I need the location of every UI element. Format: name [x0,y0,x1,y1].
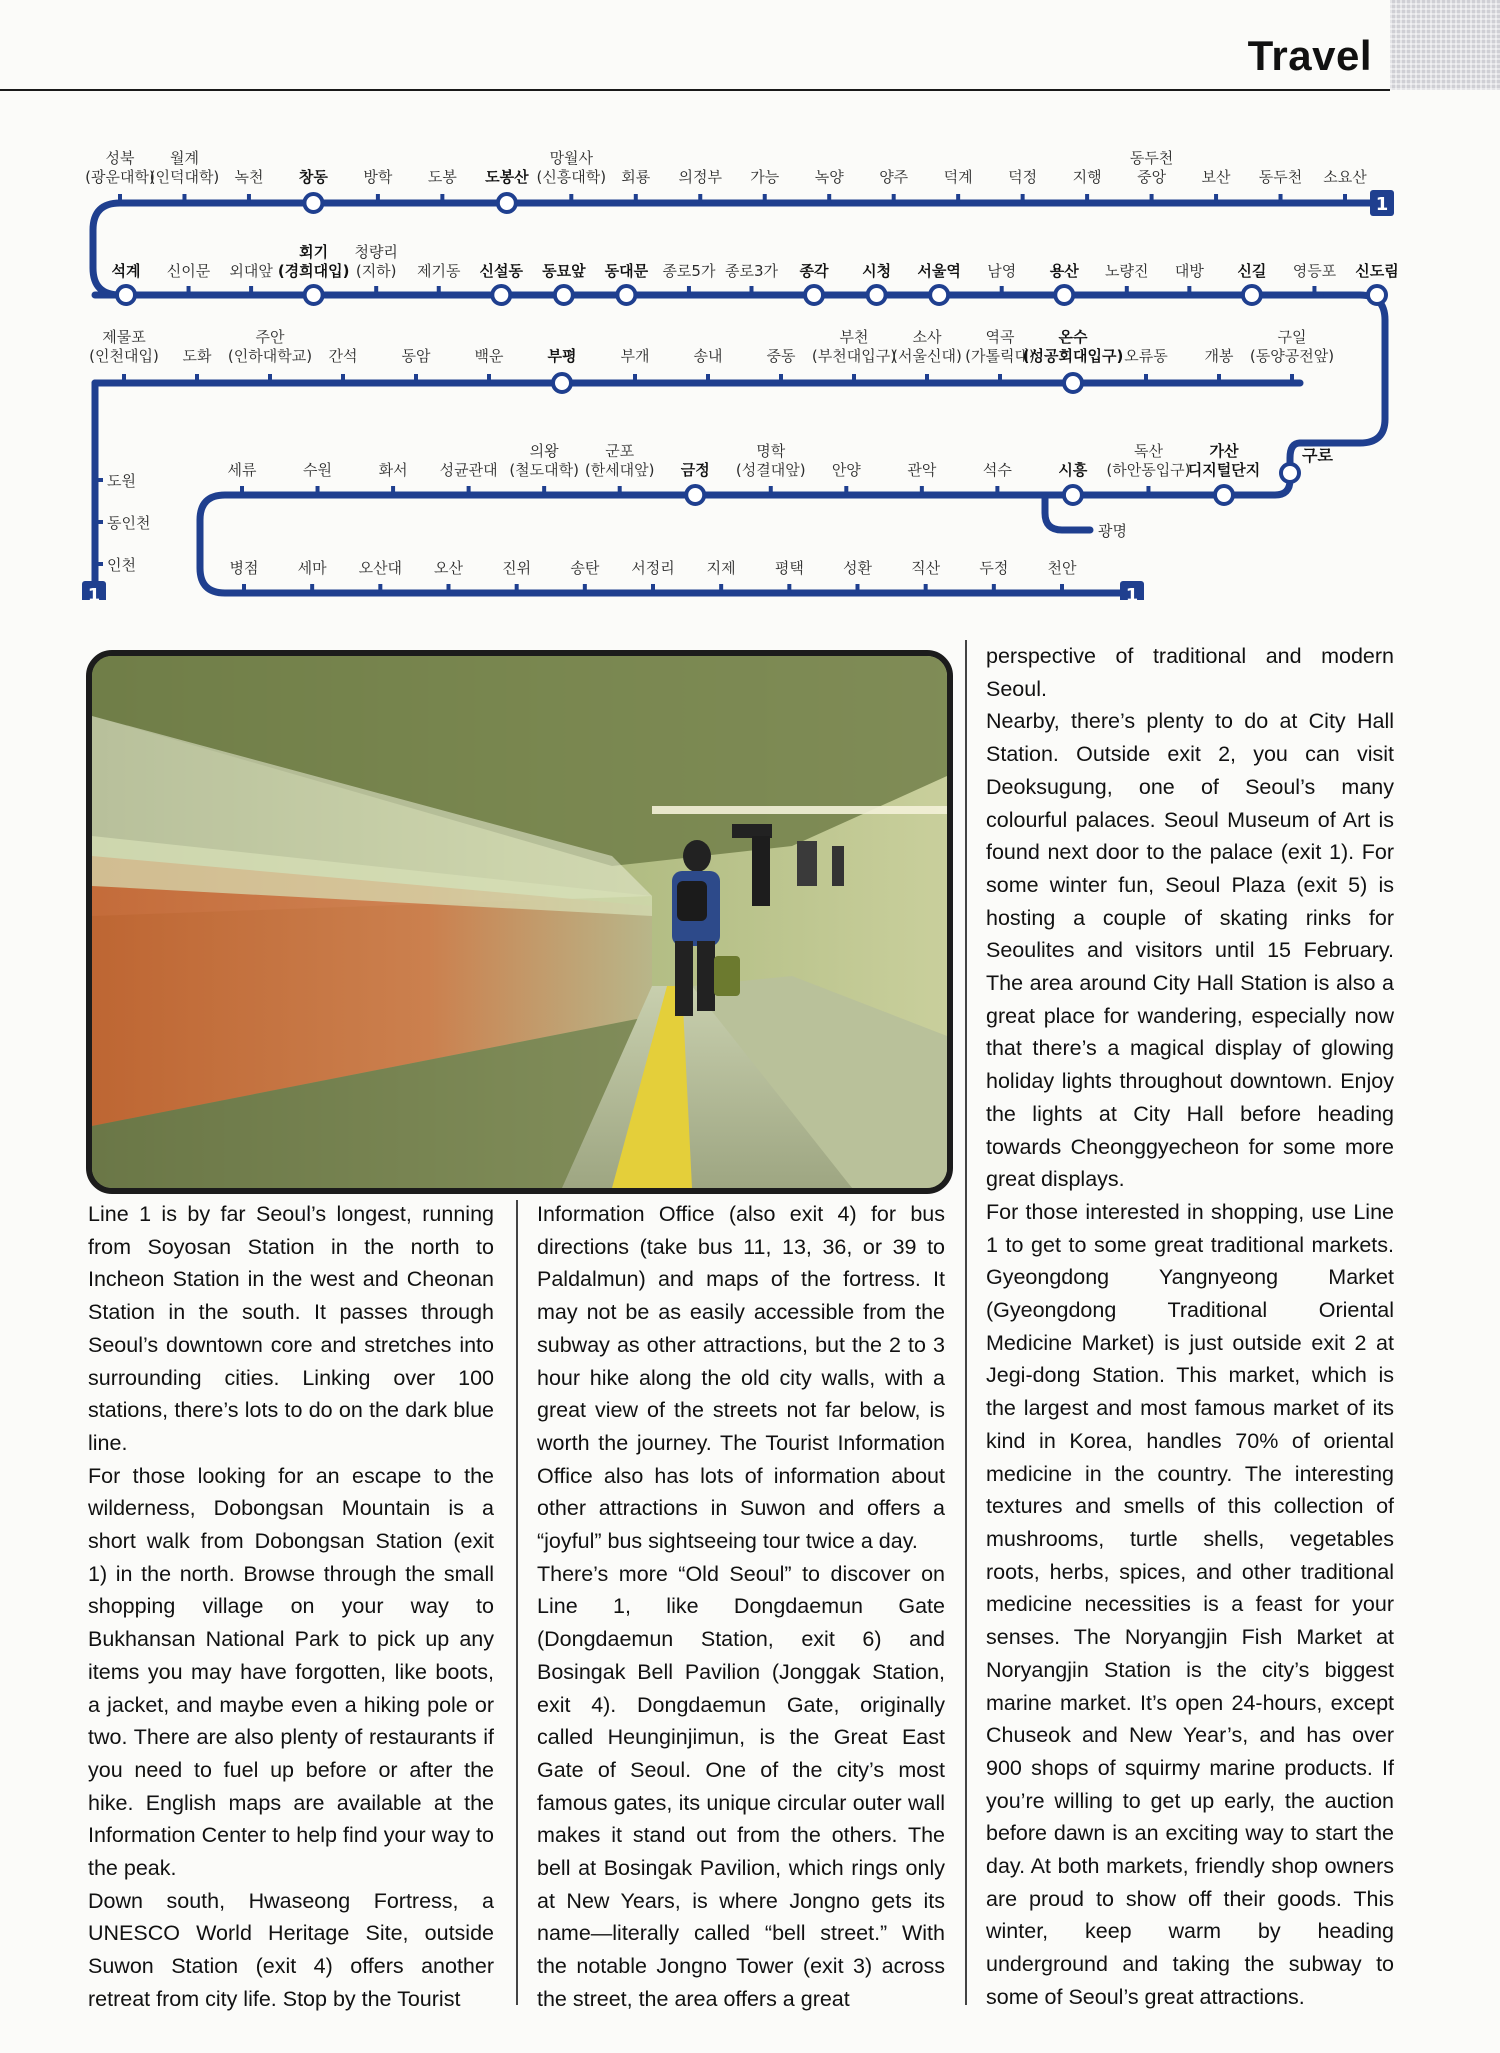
station-tick [247,194,251,203]
header-corner-pattern [1390,0,1500,90]
transfer-station-marker [1368,286,1386,304]
station-label: 온수 [1058,328,1088,346]
subway-line1-map [0,140,1500,600]
transfer-station-marker [1064,486,1082,504]
transfer-station-marker [686,486,704,504]
station-tick [341,374,345,383]
station-label: (서울신대) [892,347,962,365]
transfer-station-marker [553,374,571,392]
station-label: 화서 [378,461,408,479]
photo-illustration [92,656,947,1188]
station-label: 녹천 [234,168,264,186]
station-label: 노량진 [1105,262,1149,280]
station-label: 동암 [401,347,431,365]
station-label: (동양공전앞) [1249,347,1335,365]
station-tick [618,486,622,495]
station-label: 디지털단지 [1187,461,1261,479]
station-tick [268,374,272,383]
station-tick [924,584,928,593]
station-label: 중동 [766,347,796,365]
station-tick [1312,286,1316,295]
station-tick [487,374,491,383]
station-label: 독산 [1133,442,1163,460]
station-tick [1146,486,1150,495]
station-label: 제기동 [417,262,461,280]
station-label: 용산 [1049,262,1079,280]
station-label: 녹양 [814,168,844,186]
station-tick [787,584,791,593]
article-column-1 [88,1198,494,2016]
station-tick [118,194,122,203]
station-label: 동두천 [1129,149,1174,167]
paragraph: Line 1 is by far Seoul’s longest, running from Soyosan Station in the north to Incheon Station in the west and Cheonan Station in the south. It passes through Seoul’s downtown core and stretches into surrounding cities. Linking over 100 stations, there’s lots to do on the dark blue line. [88,1202,494,1455]
station-tick [1021,194,1025,203]
track-upper [93,203,1385,443]
station-tick [633,374,637,383]
station-label: 덕계 [943,168,973,186]
station-tick [187,286,191,295]
transfer-station-marker [492,286,510,304]
station-label: 종로3가 [724,262,779,280]
station-label: 천안 [1047,559,1077,577]
transfer-station-marker [1055,286,1073,304]
station-label: (한세대앞) [584,461,655,479]
station-label: 성균관대 [439,461,498,479]
station-label: 평택 [774,559,804,577]
station-tick [719,584,723,593]
station-tick [998,374,1002,383]
station-tick [1060,584,1064,593]
station-label: 청량리 [354,243,398,261]
station-label: 군포 [605,442,635,460]
column-rule [516,1200,518,2005]
station-tick [249,286,253,295]
transfer-station-marker [555,286,573,304]
station-tick [316,486,320,495]
station-label: 도봉 [427,168,457,186]
transfer-station-marker [305,286,323,304]
transfer-station-marker [617,286,635,304]
station-tick [892,194,896,203]
station-label: 신설동 [479,262,524,280]
station-label: 부개 [620,347,650,365]
station-label: 시흥 [1058,461,1088,479]
transfer-station-marker [1243,286,1261,304]
station-label: 지행 [1072,168,1102,186]
station-label: (부천대입구) [811,347,897,365]
station-label: 월계 [169,149,199,167]
station-tick [687,286,691,295]
station-tick [992,584,996,593]
station-tick [242,584,246,593]
station-label: 서정리 [631,559,675,577]
station-tick [447,584,451,593]
station-label: (하안동입구) [1106,461,1191,479]
station-tick [95,478,103,482]
station-label: 방학 [363,168,393,186]
article-column-3 [986,640,1394,2014]
station-label: 송탄 [570,559,600,577]
subway-platform-photo [86,650,953,1194]
paragraph: perspective of traditional and modern Seoul. [986,644,1394,701]
station-tick [1000,286,1004,295]
station-label: 인천 [107,556,136,574]
station-label: (신흥대학) [536,168,607,186]
station-tick [779,374,783,383]
station-label: 오류동 [1124,347,1168,365]
station-label: 두정 [979,559,1009,577]
station-label: 동인천 [107,514,151,532]
header-rule [0,89,1390,91]
station-label: 개봉 [1204,347,1234,365]
station-label: 간석 [328,347,358,365]
station-tick [1217,374,1221,383]
station-label: 양주 [879,168,909,186]
station-label: 오산대 [358,559,403,577]
station-tick [515,584,519,593]
station-tick [414,374,418,383]
transfer-station-marker [930,286,948,304]
station-tick [920,486,924,495]
page-header [0,0,1500,92]
transfer-station-marker [868,286,886,304]
station-label: 직산 [911,559,941,577]
station-label: 오산 [434,559,463,577]
article-column-2 [537,1198,945,2016]
station-tick [925,374,929,383]
station-label: 석수 [982,461,1012,479]
transfer-station-marker [304,194,322,212]
station-label: (인하대학교) [227,347,313,365]
line-1-badge-label: 1 [1125,585,1139,600]
station-label: 관악 [907,461,937,479]
station-tick [195,374,199,383]
station-tick [122,374,126,383]
station-tick [852,374,856,383]
station-tick [698,194,702,203]
station-label: 역곡 [985,328,1015,346]
station-label: 세마 [297,559,327,577]
station-label: 가능 [750,168,780,186]
section-title: Travel [1247,32,1372,79]
station-label: 수원 [303,461,333,479]
station-tick [1085,194,1089,203]
station-label-guro: 구로 [1302,446,1333,465]
paragraph: Nearby, there’s plenty to do at City Hall Station. Outside exit 2, you can visit Deoksugung, one of Seoul’s many colourful palaces. Seoul Museum of Art is found next door to the palace (exit 1). For some winter fun, Seoul Plaza (exit 5) is hosting a couple of skating rinks for Seoulites and visitors until 15 February. The area around City Hall Station is also a great place for wandering, especially now that there’s a magical display of glowing holiday lights throughout downtown. Enjoy the lights at City Hall before heading towards Cheonggyecheon for some more great displays. [986,709,1394,1192]
transfer-station-marker [117,286,135,304]
station-label: 서울역 [917,262,961,280]
station-label: 안양 [831,461,861,479]
station-tick [391,486,395,495]
station-tick [467,486,471,495]
station-label: (경희대입) [277,262,350,280]
station-tick [769,486,773,495]
line-1-badge-label: 1 [87,585,101,600]
station-label: (철도대학) [509,461,579,479]
station-label: 병점 [229,559,259,577]
station-tick [956,194,960,203]
station-label: 신길 [1237,262,1267,280]
station-label: (인덕대학) [149,168,220,186]
station-tick [1125,286,1129,295]
station-tick [583,584,587,593]
transfer-station-marker [805,286,823,304]
transfer-station-marker [1281,464,1299,482]
station-label: (인천대입) [89,347,159,365]
transfer-station-marker [1215,486,1233,504]
map-labels [85,149,1399,577]
station-label: 창동 [298,168,328,186]
station-tick [1279,194,1283,203]
station-label: 덕정 [1008,168,1038,186]
station-tick [634,194,638,203]
station-tick [437,286,441,295]
station-label: 회기 [299,243,329,261]
station-label: 동묘앞 [542,262,586,280]
station-label: (가톨릭대) [965,347,1035,365]
line-1-badge-label: 1 [1375,194,1389,215]
station-tick [95,520,103,524]
station-label: 회룡 [621,168,651,186]
station-label: 종로5가 [662,262,716,280]
station-tick [1144,374,1148,383]
station-tick [1150,194,1154,203]
station-tick [856,584,860,593]
station-tick [310,584,314,593]
paragraph: Information Office (also exit 4) for bus directions (take bus 11, 13, 36, or 39 to Paldalmun) and maps of the fortress. It may not be as easily accessible from the subway as other attractions, but the 2 to 3 hour hike along the old city walls, with a great view of the streets not far below, is worth the journey. The Tourist Information Office also has lots of information about other attractions in Suwon and offers a “joyful” bus sightseeing tour twice a day. [537,1202,945,1554]
station-tick [750,286,754,295]
map-ticks [95,194,1347,593]
station-label: 중앙 [1137,168,1167,186]
station-tick [651,584,655,593]
station-tick [182,194,186,203]
station-label: (성공회대입구) [1022,347,1124,365]
station-label: 의정부 [678,168,723,186]
station-label: 동대문 [604,262,649,280]
paragraph: For those looking for an escape to the wilderness, Dobongsan Mountain is a short walk from Dobongsan Station (exit 1) in the north. Browse through the small shopping village on your way to Bukhansan National Park to pick up any items you may have forgotten, like boots, a jacket, and maybe even a hiking pole or two. There are also plenty of restaurants if you need to fuel up before or after the hike. English maps are available at the Information Center to help find your way to the peak. [88,1463,494,1881]
station-label: 도봉산 [485,168,529,186]
station-label: 송내 [693,347,723,365]
station-tick [569,194,573,203]
station-tick [1214,194,1218,203]
station-tick [378,584,382,593]
station-tick [844,486,848,495]
station-label: 성환 [843,559,872,577]
station-tick [1343,194,1347,203]
station-label: (지하) [355,262,397,280]
station-label: 명학 [756,442,786,460]
station-label: 외대앞 [229,262,273,280]
station-label: (광운대학) [85,168,155,186]
station-label: 백운 [474,347,504,365]
station-label: 망월사 [549,149,594,167]
station-label: 구일 [1277,328,1307,346]
station-label: 시청 [862,262,892,280]
station-tick [1290,374,1294,383]
station-label: 신이문 [166,262,211,280]
station-tick [542,486,546,495]
station-label: (성결대앞) [735,461,806,479]
station-label: 주안 [255,328,285,346]
paragraph: Down south, Hwaseong Fortress, a UNESCO World Heritage Site, outside Suwon Station (exit 4) offers another retreat from city life. Stop by the Tourist [88,1888,494,2011]
column-rule [965,640,967,2005]
transfer-station-marker [1064,374,1082,392]
station-label: 종각 [799,262,829,280]
station-label: 보산 [1201,168,1231,186]
station-tick [1187,286,1191,295]
station-tick [374,286,378,295]
station-label: 신도림 [1355,262,1399,280]
station-label: 소요산 [1323,168,1367,186]
station-label: 동두천 [1258,168,1303,186]
station-tick [240,486,244,495]
station-label: 대방 [1174,262,1204,280]
station-tick [440,194,444,203]
station-label: 석계 [111,262,141,280]
station-tick [763,194,767,203]
station-label: 가산 [1209,442,1239,460]
station-tick [827,194,831,203]
paragraph: For those interested in shopping, use Line 1 to get to some great traditional markets. Gyeongdong Yangnyeong Market (Gyeongdong Traditional Oriental Medicine Market) is just outside exit 2 at Jegi-dong Station. This market, which is the largest and most famous market of its kind in Korea, handles 70% of oriental medicine in the country. The interesting textures and smells of this collection of mushrooms, turtle shells, vegetables roots, herbs, spices, and other traditional medicine necessities is a feast for your senses. The Noryangjin Fish Market at Noryangjin Station is the city’s biggest marine market. It’s open 24-hours, except Chuseok and New Year’s, and has over 900 shops of squirmy marine products. If you’re willing to get up early, the auction before dawn is an exciting way to start the day. At both markets, friendly shop owners are proud to show off their goods. This winter, keep warm by heading underground and taking the subway to some of Seoul’s great attractions. [986,1199,1394,2009]
station-label: 세류 [227,461,257,479]
station-tick [995,486,999,495]
station-label: 부천 [839,328,869,346]
station-label: 남영 [987,262,1017,280]
station-tick [95,562,103,566]
station-tick [376,194,380,203]
station-label: 제물포 [102,328,146,346]
station-label: 지제 [706,559,736,577]
station-label: 부평 [547,347,577,365]
station-label: 성북 [105,149,135,167]
map-badges [82,190,1394,600]
paragraph: There’s more “Old Seoul” to discover on Line 1, like Dongdaemun Gate (Dongdaemun Station, exit 6) and Bosingak Bell Pavilion (Jonggak Station, exit 4). Dongdaemun Gate, originally called Heunginjimun, is the Great East Gate of Seoul. One of the city’s most famous gates, its unique circular outer wall makes it stand out from the others. The bell at Bosingak Pavilion, which rings only at New Years, is where Jongno gets its name—literally called “bell street.” With the notable Jongno Tower (exit 3) across the street, the area offers a great [537,1561,945,2011]
station-label: 금정 [680,461,710,479]
station-label: 소사 [912,328,942,346]
station-label: 영등포 [1292,262,1337,280]
station-label: 진위 [502,559,532,577]
station-label: 의왕 [529,442,559,460]
station-label: 도화 [182,347,212,365]
transfer-station-marker [498,194,516,212]
station-label-gwangmyeong: 광명 [1098,522,1127,540]
station-tick [706,374,710,383]
station-label: 도원 [107,472,136,490]
